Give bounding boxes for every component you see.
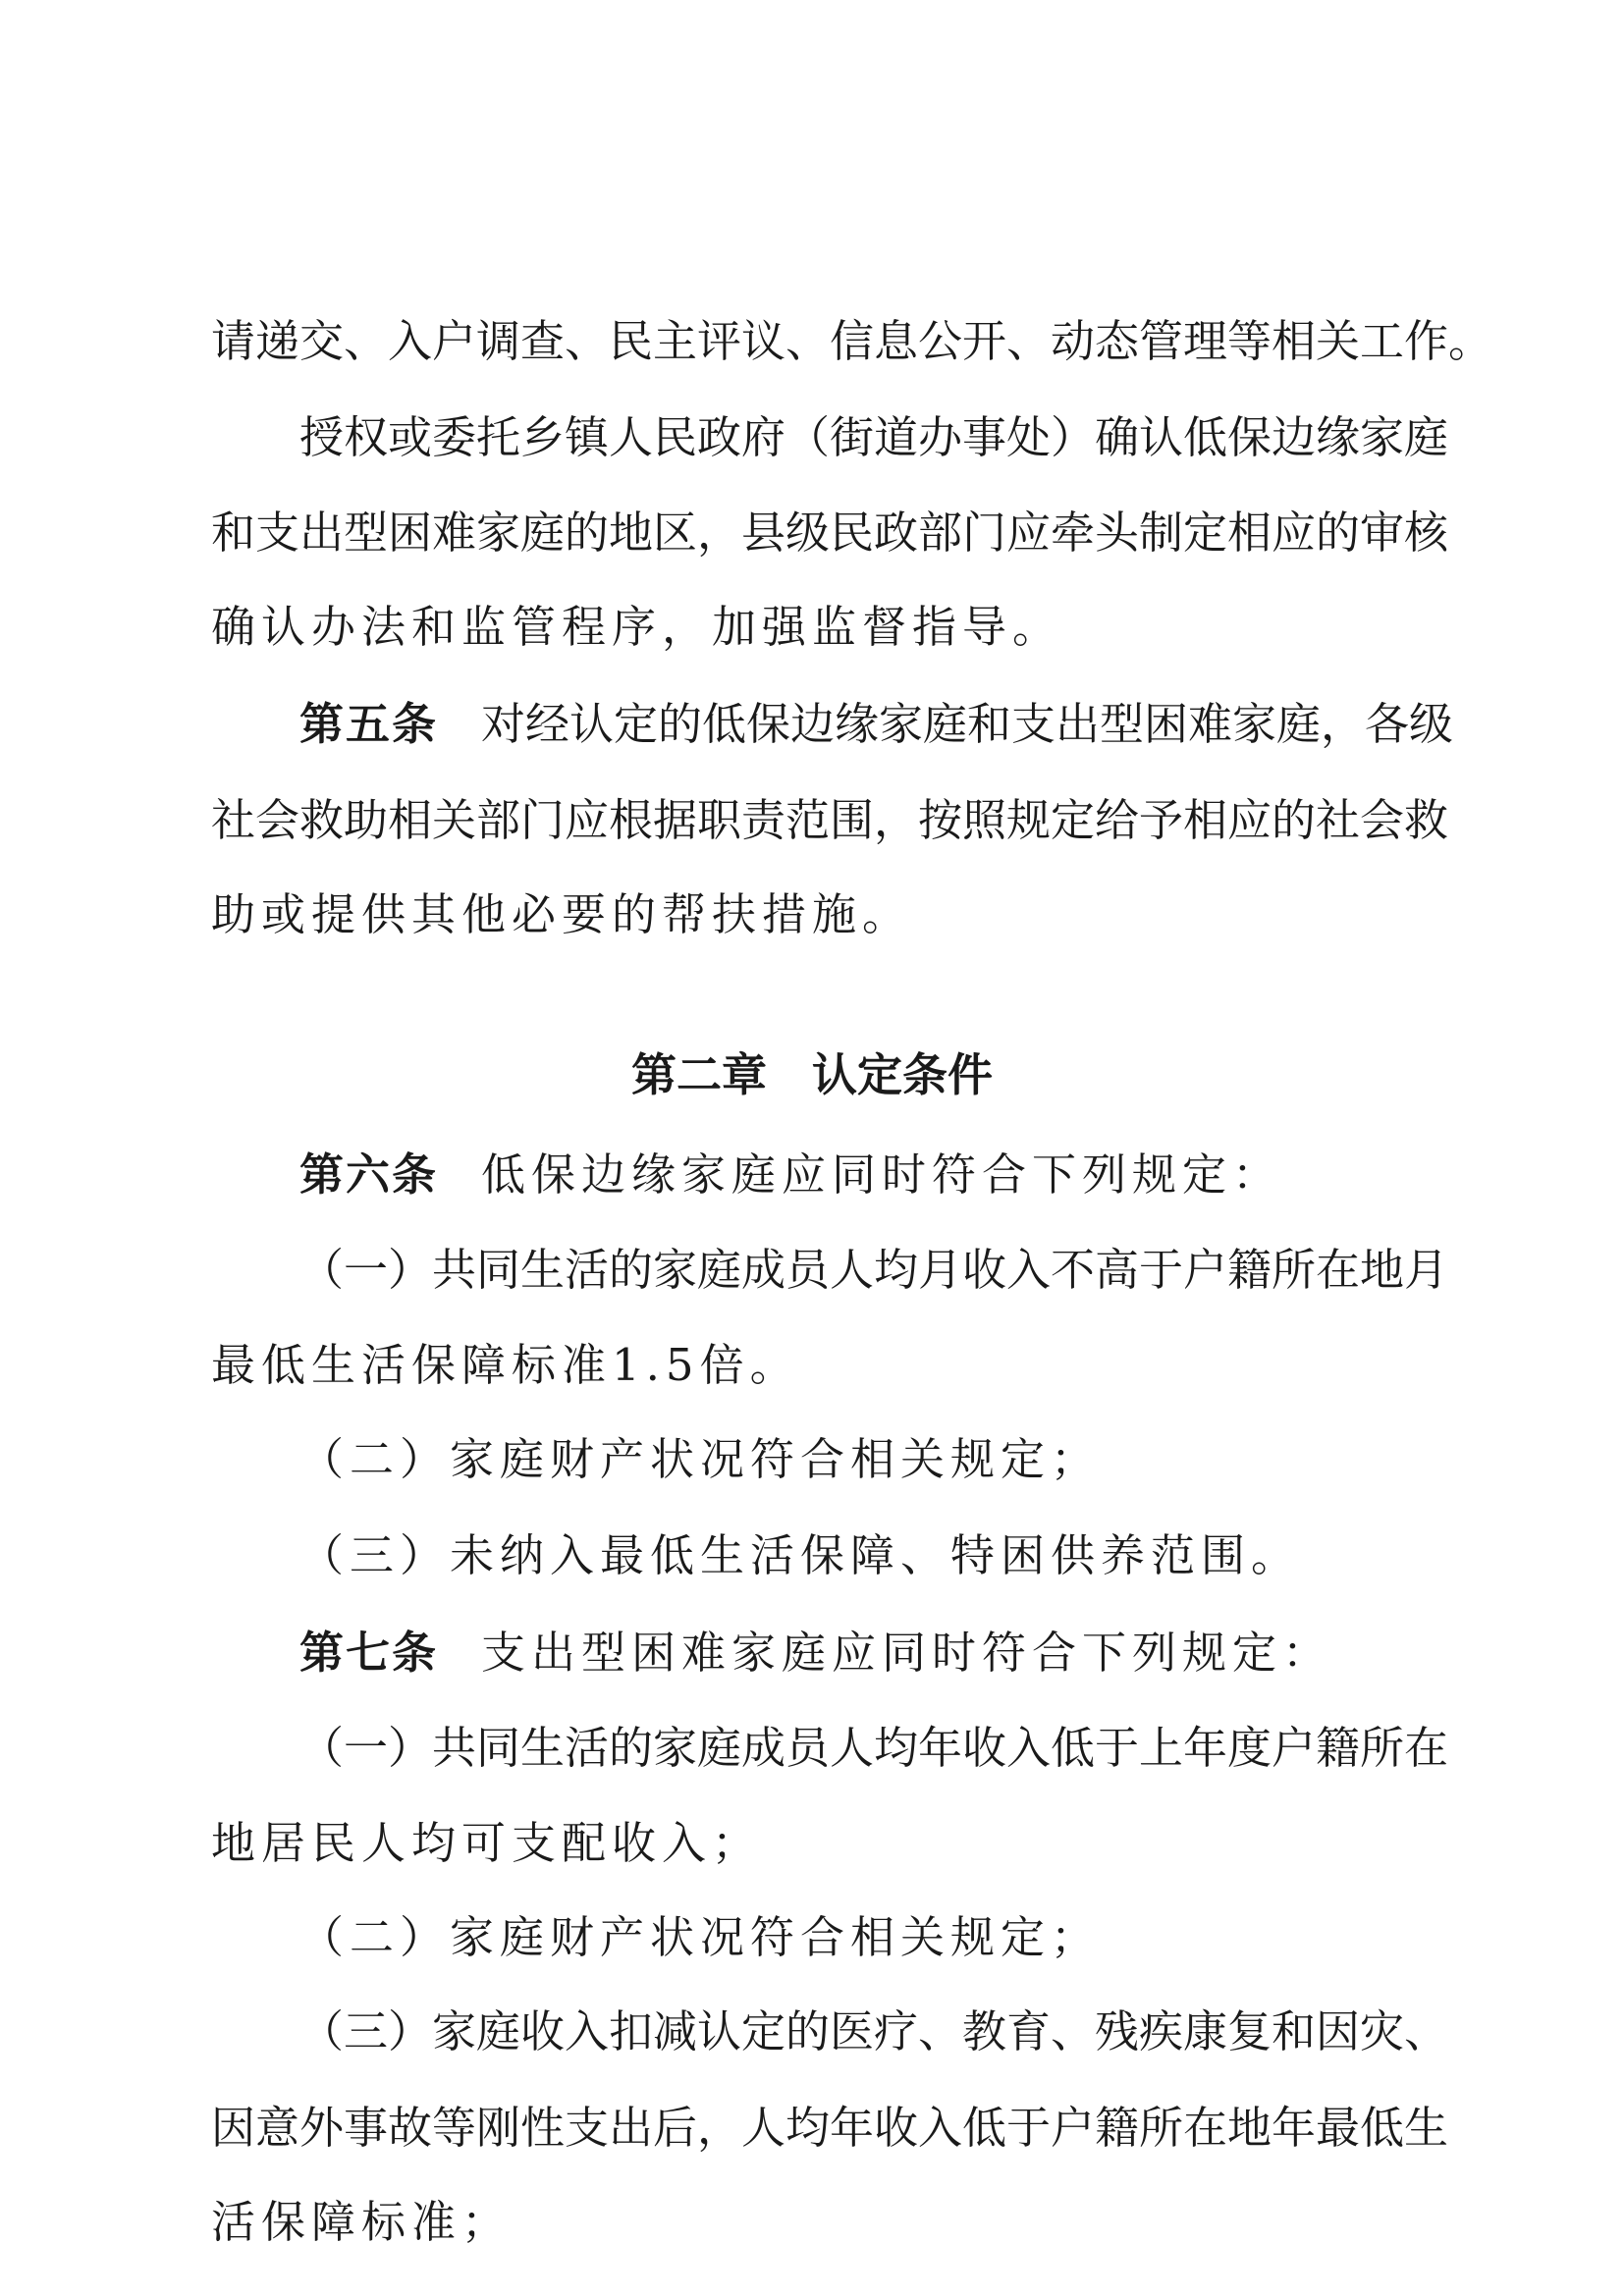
article-6-text: 低保边缘家庭应同时符合下列规定： (481, 1148, 1283, 1201)
paragraph-line: 确认办法和监管程序，加强监督指导。 (211, 601, 1063, 653)
list-item: （一）共同生活的家庭成员人均月收入不高于户籍所在地月 (299, 1244, 1449, 1296)
list-item: （三）未纳入最低生活保障、特困供养范围。 (299, 1529, 1302, 1581)
article-6-label: 第六条 (299, 1148, 439, 1201)
article-6-line (299, 1146, 1429, 1204)
article-5-text: 对经认定的低保边缘家庭和支出型困难家庭，各级 (481, 698, 1454, 750)
list-item-continuation: 活保障标准； (211, 2196, 513, 2248)
list-item-continuation: 地居民人均可支配收入； (211, 1817, 763, 1869)
article-5-label: 第五条 (299, 698, 439, 750)
list-item: （三）家庭收入扣减认定的医疗、教育、残疾康复和因灾、 (299, 2005, 1449, 2057)
list-item-continuation: 因意外事故等刚性支出后，人均年收入低于户籍所在地年最低生 (211, 2102, 1449, 2154)
list-item: （二）家庭财产状况符合相关规定； (299, 1433, 1102, 1485)
paragraph-line: 助或提供其他必要的帮扶措施。 (211, 888, 913, 940)
list-item: （二）家庭财产状况符合相关规定； (299, 1911, 1102, 1963)
paragraph-line: 授权或委托乡镇人民政府（街道办事处）确认低保边缘家庭 (299, 411, 1449, 463)
article-7-text: 支出型困难家庭应同时符合下列规定： (481, 1627, 1333, 1679)
paragraph-line: 社会救助相关部门应根据职责范围，按照规定给予相应的社会救 (211, 794, 1449, 846)
article-7-line (299, 1624, 1429, 1682)
paragraph-line: 和支出型困难家庭的地区，县级民政部门应牵头制定相应的审核 (211, 507, 1449, 559)
article-7-label: 第七条 (299, 1627, 439, 1679)
chapter-heading: 第二章 认定条件 (631, 1048, 993, 1101)
article-5-line (299, 695, 1454, 754)
paragraph-line: 请递交、入户调查、民主评议、信息公开、动态管理等相关工作。 (211, 315, 1493, 367)
list-item: （一）共同生活的家庭成员人均年收入低于上年度户籍所在 (299, 1722, 1449, 1774)
list-item-continuation: 最低生活保障标准1.5倍。 (211, 1339, 800, 1391)
